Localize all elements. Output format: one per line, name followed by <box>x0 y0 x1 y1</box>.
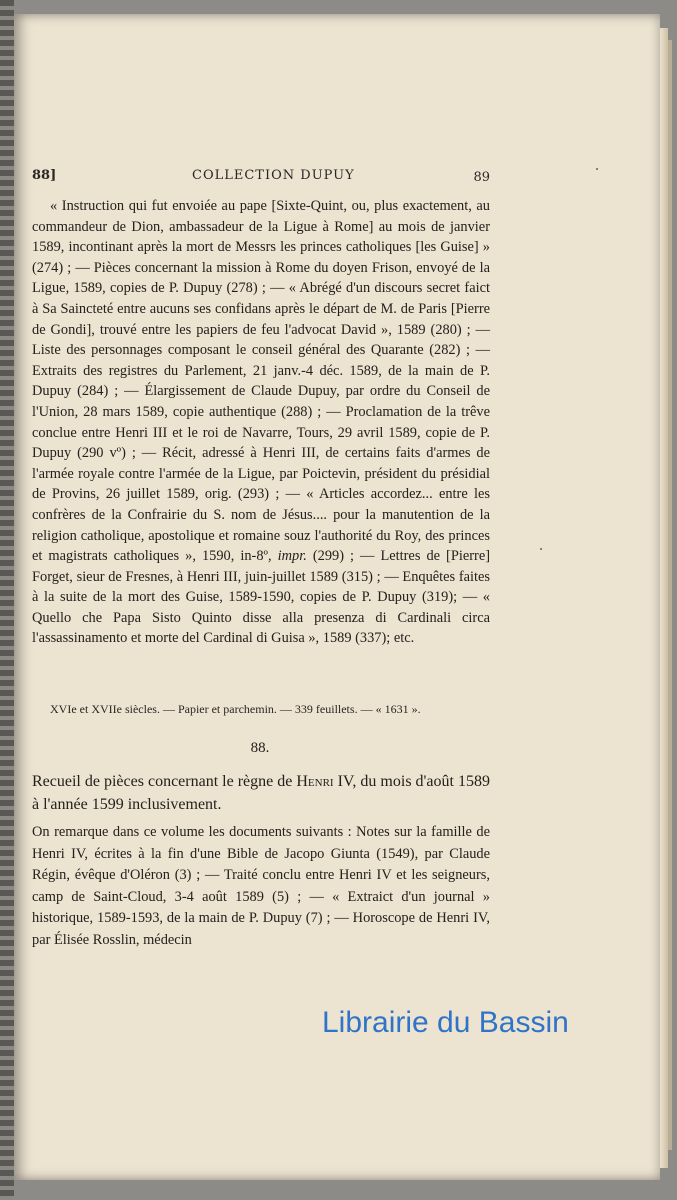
paragraph-end: (299) ; — Lettres de [Pierre] Forget, sieur de Fresnes, à Henri III, juin-juillet 1589 (315) ; — Enquêtes faites à la suite de la mort des Guise, 1589-1590, copies de P. Dupuy (319); — « Quello che Papa Sisto Quinto disse alla presenza di Cardinali circa l'assassinamento et morte del Cardinal di Guisa », 1589 (337); etc. <box>32 548 490 647</box>
page-number: 89 <box>473 170 490 185</box>
watermark-text: Librairie du Bassin <box>322 1006 569 1039</box>
paper-speck <box>596 168 598 170</box>
continued-paragraph <box>32 196 490 649</box>
collection-title: COLLECTION DUPUY <box>192 168 355 183</box>
entry-title <box>32 770 490 816</box>
entry-title-name: Henri <box>296 773 334 790</box>
physical-description: XVIe et XVIIe siècles. — Papier et parchemin. — 339 feuillets. — « 1631 ». <box>50 702 421 716</box>
entry-title-after: IV, du mois d'août 1589 à l'année 1599 inclusivement. <box>32 773 490 813</box>
previous-entry-ref: 88] <box>32 168 57 183</box>
paragraph-italic: impr. <box>277 548 307 565</box>
entry-title-before: Recueil de pièces concernant le règne de <box>32 773 297 790</box>
paper-speck <box>540 548 542 550</box>
running-head <box>32 168 490 188</box>
entry-description-text: On remarque dans ce volume les documents suivants : Notes sur la famille de Henri IV, écrites à la fin d'une Bible de Jacopo Giunta (1549), par Claude Régin, évêque d'Oléron (3) ; — Traité conclu entre Henri IV et les seigneurs, camp de Saint-Cloud, 3-4 août 1589 (5) ; — « Extraict d'un journal » historique, 1589-1593, de la main de P. Dupuy (7) ; — Horoscope de Henri IV, par Élisée Rosslin, médecin <box>32 824 490 948</box>
paragraph-text: « Instruction qui fut envoiée au pape [Sixte-Quint, ou, plus exactement, au commandeur de Dion, ambassadeur de la Ligue à Rome] au mois de janvier 1589, incontinant après la mort de Messrs les princes catholiques [les Guise] » (274) ; — Pièces concernant la mission à Rome du doyen Frison, envoyé de la Ligue, 1589, copies de P. Dupuy (278) ; — « Abrégé d'un discours secret faict à Sa Saincteté entre aucuns ses confidans après le départ de M. de Paris [Pierre de Gondi], trouvé entre les papiers de feu l'advocat David », 1589 (280) ; — Liste des personnages composant le conseil général des Quarante (282) ; — Extraits des registres du Parlement, 21 janv.-4 déc. 1589, de la main de P. Dupuy (284) ; — Élargissement de Claude Dupuy, par ordre du Conseil de l'Union, 28 mars 1589, copie authentique (288) ; — Proclamation de la trêve conclue entre Henri III et le roi de Navarre, Tours, 29 avril 1589, copie de P. Dupuy (290 vº) ; — Récit, adressé à Henri III, de certains faits d'armes de l'armée royale contre l'armée de la Ligue, par Poictevin, président du présidial de Provins, 26 juillet 1589, orig. (293) ; — « Articles accordez... entre les confrères de la Confrairie du S. nom de Jésus.... pour la manutention de la religion catholique, apostolique et romaine souz l'authorité du Roy, des princes et magistrats catholiques », 1590, in-8º, <box>32 198 490 565</box>
entry-description <box>32 822 490 951</box>
entry-number: 88. <box>250 740 270 756</box>
binding-gutter <box>0 0 14 1200</box>
